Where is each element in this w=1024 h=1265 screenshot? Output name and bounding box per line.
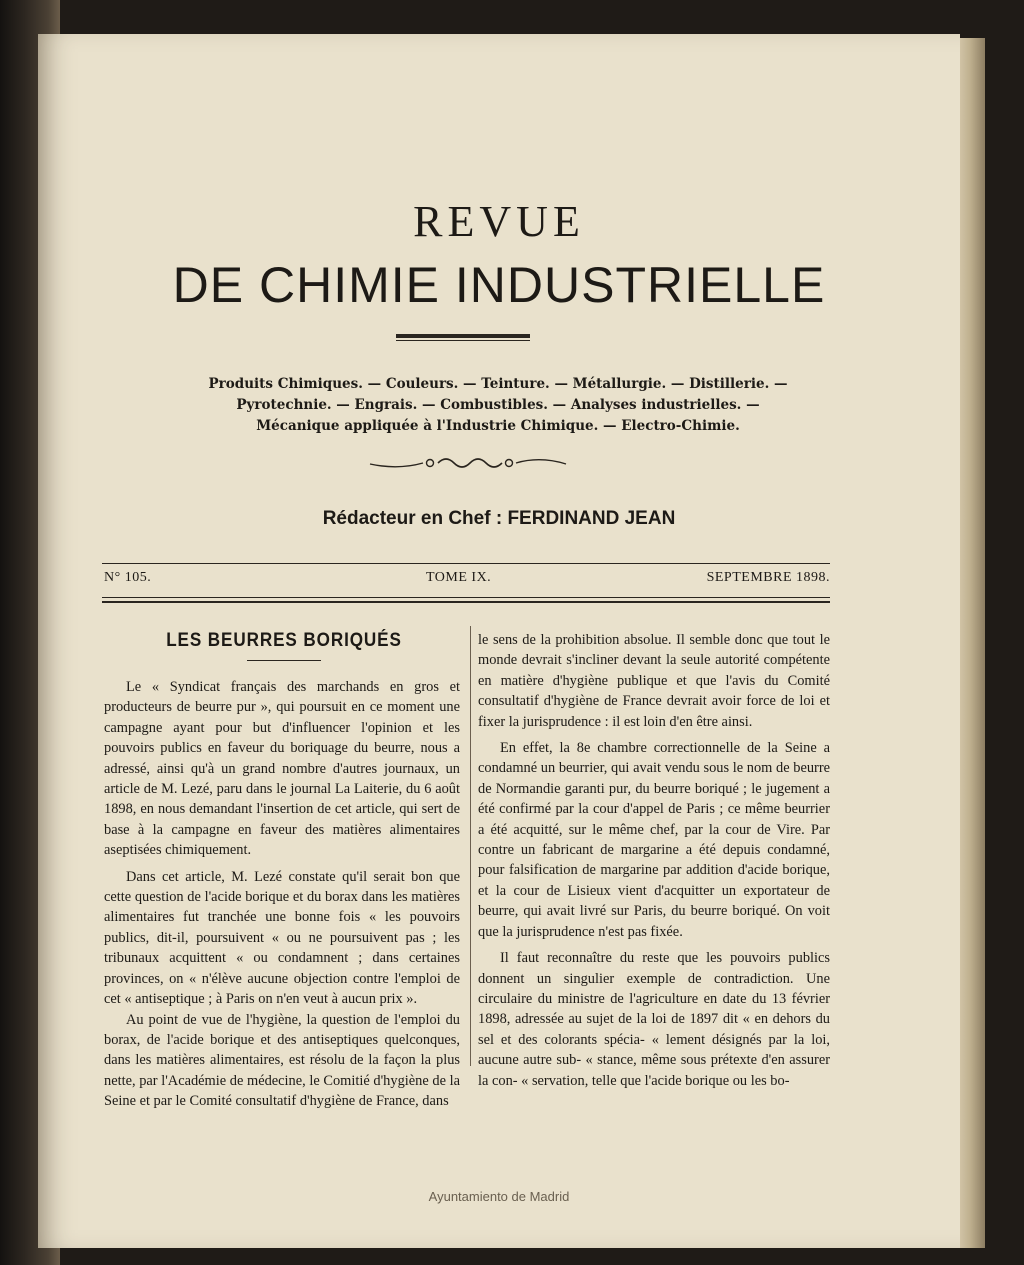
journal-title-revue: REVUE xyxy=(413,197,585,246)
paragraph: Le « Syndicat français des marchands en gros et producteurs de beurre pur », qui poursuit en ce moment une campagne ayant pour but d'influencer l'opinion et les pouvoirs publics en faveur du boriquage du beurre, nous a adressé, ainsi qu'à un grand nombre d'autres journaux, un article de M. Lezé, paru dans le journal La Laiterie, du 6 août 1898, en nous demandant l'insertion de cet article, qui sert de base à la campagne en faveur des matières alimentaires aseptisées chimiquement. xyxy=(104,679,460,859)
paragraph: Dans cet article, M. Lezé constate qu'il serait bon que cette question de l'acide borique et du borax dans les matières alimentaires fut tranchée une bonne fois « les pouvoirs publics, dit-il, poursuivent « ou ne poursuivent pas ; les tribunaux acquittent « ou condamnent ; dans certaines provinces, on « n'élève aucune objection contre l'emploi de cet « antiseptique ; à Paris on n'en veut à aucun prix ». xyxy=(104,868,460,1008)
subjects-line: Pyrotechnie. — Engrais. — Combustibles. — Analyses industrielles. — xyxy=(236,397,760,413)
article-column-right xyxy=(478,630,830,1091)
issue-rule-bottom xyxy=(102,597,830,598)
subjects-list xyxy=(98,374,898,437)
paragraph: En effet, la 8e chambre correctionnelle de la Seine a condamné un beurrier, qui avait vendu sous le nom de beurre de Normandie garanti pur, du beurre boriqué ; le jugement a été confirmé par la cour d'appel de Paris ; ce même beurrier a été acquitté, sur le même chef, par la cour de Vire. Par contre un fabricant de margarine a été depuis condamné, pour falsification de margarine par addition d'acide borique, et la cour de Lisieux vient d'acquitter un exportateur de beurre, qui avait livré sur Paris, du beurre boriqué. On voit que la jurisprudence n'est pas fixée. xyxy=(478,740,830,940)
issue-rule-bottom-2 xyxy=(102,601,830,603)
article-column-left xyxy=(104,677,460,1112)
issue-volume: TOME IX. xyxy=(426,570,492,585)
library-watermark: Ayuntamiento de Madrid xyxy=(428,1189,570,1204)
paragraph: le sens de la prohibition absolue. Il semble donc que tout le monde devrait s'incliner devant la seule autorité compétente en matière d'hygiène publique et que l'avis du Comité consultatif d'hygiène de France devrait avoir force de loi et fixer la jurisprudence : il est loin d'en être ainsi. xyxy=(478,632,830,730)
subjects-line: Mécanique appliquée à l'Industrie Chimique. — Electro-Chimie. xyxy=(256,418,740,434)
issue-number: N° 105. xyxy=(104,570,152,585)
issue-date: SEPTEMBRE 1898. xyxy=(706,570,830,585)
journal-page xyxy=(38,34,960,1248)
ornament-flourish xyxy=(368,452,568,474)
journal-title-main: DE CHIMIE INDUSTRIELLE xyxy=(172,257,826,313)
paragraph: Au point de vue de l'hygiène, la question de l'emploi du borax, de l'acide borique et des antiseptiques quelconques, dans les matières alimentaires, est résolu de la façon la plus nette, par l'Académie de médecine, le Comitié d'hygiène de la Seine et par le Comité consultatif d'hygiène de France, dans xyxy=(104,1011,460,1110)
column-divider xyxy=(470,626,471,1066)
title-rule-thin xyxy=(396,340,530,341)
article-title-rule xyxy=(247,660,321,661)
paragraph: Il faut reconnaître du reste que les pouvoirs publics donnent un singulier exemple de contradiction. Une circulaire du ministre de l'agriculture en date du 13 février 1898, adressée au sujet de la loi de 1897 dit « en dehors du sel et des colorants spécia- « lement désignés par la loi, aucune autre sub- « stance, même sous prétexte d'en assurer la con- « servation, telle que l'acide borique ou les bo- xyxy=(478,950,830,1089)
editor-line: Rédacteur en Chef : FERDINAND JEAN xyxy=(322,508,676,529)
title-rule xyxy=(396,334,530,338)
issue-rule-top xyxy=(102,563,830,564)
article-title: LES BEURRES BORIQUÉS xyxy=(166,630,402,651)
subjects-line: Produits Chimiques. — Couleurs. — Teinture. — Métallurgie. — Distillerie. — xyxy=(208,376,788,392)
